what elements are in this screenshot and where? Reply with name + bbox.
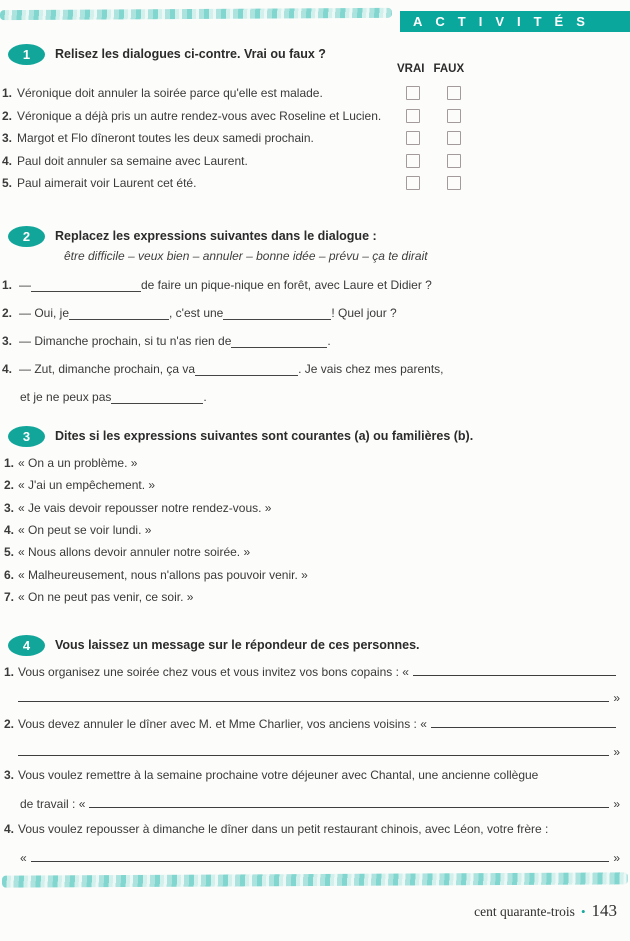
statement-text: Véronique doit annuler la soirée parce qu'elle est malade.: [17, 86, 323, 101]
dialogue-line: [2, 383, 628, 411]
message-answer-line: [20, 848, 620, 865]
faux-checkbox[interactable]: [447, 109, 461, 123]
item-text: « Malheureusement, nous n'allons pas pouvoir venir. »: [18, 567, 308, 582]
answer-blank[interactable]: [31, 279, 141, 292]
closing-quote: »: [613, 691, 620, 705]
item-number: 4.: [4, 523, 15, 538]
vrai-checkbox[interactable]: [406, 176, 420, 190]
item-number: 1.: [4, 456, 15, 471]
vrai-checkbox[interactable]: [406, 86, 420, 100]
answer-blank[interactable]: [18, 688, 609, 702]
line-number: 2.: [2, 306, 13, 320]
answer-blank[interactable]: [31, 848, 610, 862]
exercise2-number-badge: 2: [8, 226, 45, 247]
answer-blank[interactable]: [69, 307, 169, 320]
vrai-checkbox[interactable]: [406, 131, 420, 145]
statement-number: 1.: [2, 86, 13, 101]
line-text: —: [19, 278, 31, 292]
answer-blank[interactable]: [195, 363, 298, 376]
exercise2-header: [8, 226, 377, 247]
quote-item: [4, 497, 624, 519]
item-text: « On ne peut pas venir, ce soir. »: [18, 589, 194, 604]
statement-row: [2, 82, 628, 105]
exercise2-dialogue: [2, 271, 628, 411]
statement-row: [2, 172, 628, 195]
closing-quote: »: [613, 851, 620, 865]
faux-checkbox[interactable]: [447, 154, 461, 168]
message-answer-line: [14, 688, 620, 705]
vrai-checkbox[interactable]: [406, 154, 420, 168]
statement-number: 3.: [2, 131, 13, 146]
answer-blank[interactable]: [89, 794, 609, 808]
item-text: « Je vais devoir repousser notre rendez-vous. »: [18, 500, 272, 515]
item-text: « J'ai un empêchement. »: [18, 478, 156, 493]
faux-checkbox[interactable]: [447, 131, 461, 145]
item-text: Vous voulez remettre à la semaine prochaine votre déjeuner avec Chantal, une ancienne collègue: [18, 768, 539, 782]
line-text: . Je vais chez mes parents,: [298, 362, 444, 376]
faux-checkbox[interactable]: [447, 86, 461, 100]
answer-blank[interactable]: [223, 307, 331, 320]
statement-number: 4.: [2, 153, 13, 168]
item-text: Vous voulez repousser à dimanche le dîner dans un petit restaurant chinois, avec Léon, votre frère :: [18, 822, 549, 836]
line-number: 3.: [2, 334, 13, 348]
line-number: 1.: [2, 278, 13, 292]
item-text: Vous devez annuler le dîner avec M. et Mme Charlier, vos anciens voisins : «: [18, 717, 427, 731]
line-text: — Zut, dimanche prochain, ça va: [19, 362, 196, 376]
exercise3-items: [4, 452, 624, 608]
vrai-faux-column-headers: [397, 63, 464, 75]
exercise2-title: Replacez les expressions suivantes dans le dialogue :: [55, 229, 377, 243]
page-footer: [474, 901, 617, 921]
line-text: — Dimanche prochain, si tu n'as rien de: [19, 334, 232, 348]
exercise3-header: [8, 426, 473, 447]
statement-text: Margot et Flo dîneront toutes les deux samedi prochain.: [17, 131, 314, 146]
quote-item: [4, 452, 624, 474]
vrai-column-label: VRAI: [397, 63, 425, 75]
line-text: de faire un pique-nique en forêt, avec Laure et Didier ?: [141, 278, 432, 292]
line-number: 4.: [2, 362, 13, 376]
answer-blank[interactable]: [413, 662, 616, 676]
exercise3-number-badge: 3: [8, 426, 45, 447]
dialogue-line: [2, 299, 628, 327]
answer-blank[interactable]: [111, 391, 203, 404]
item-number: 6.: [4, 567, 15, 582]
message-prompt-line: [4, 768, 620, 782]
line-text: , c'est une: [169, 306, 224, 320]
quote-item: [4, 541, 624, 563]
item-text: Vous organisez une soirée chez vous et vous invitez vos bons copains : «: [18, 665, 409, 679]
item-text: « Nous allons devoir annuler notre soirée. »: [18, 545, 251, 560]
faux-column-label: FAUX: [433, 63, 465, 75]
item-number: 2.: [4, 717, 15, 731]
exercise3-title: Dites si les expressions suivantes sont courantes (a) ou familières (b).: [55, 429, 474, 443]
faux-checkbox[interactable]: [447, 176, 461, 190]
item-number: 1.: [4, 665, 15, 679]
teal-crayon-band-top: [0, 8, 392, 20]
message-answer-line: [20, 794, 620, 811]
dialogue-line: [2, 271, 628, 299]
item-number: 4.: [4, 822, 15, 836]
dialogue-line: [2, 327, 628, 355]
item-text: de travail : «: [20, 797, 86, 811]
footer-bullet-icon: •: [580, 904, 586, 919]
page-number: 143: [591, 901, 617, 920]
answer-blank[interactable]: [18, 742, 609, 756]
item-text: « On peut se voir lundi. »: [18, 523, 152, 538]
exercise1-header: [8, 44, 326, 65]
item-text: «: [20, 851, 27, 865]
closing-quote: »: [613, 745, 620, 759]
statement-row: [2, 150, 628, 173]
answer-blank[interactable]: [431, 714, 616, 728]
activites-banner: ACTIVITÉS: [400, 11, 630, 32]
line-text: et je ne peux pas: [20, 390, 112, 404]
statement-row: [2, 127, 628, 150]
line-text: — Oui, je: [19, 306, 70, 320]
statement-text: Véronique a déjà pris un autre rendez-vous avec Roseline et Lucien.: [17, 108, 382, 123]
item-number: 3.: [4, 768, 15, 782]
message-prompt-line: [4, 822, 620, 836]
statement-number: 5.: [2, 176, 13, 191]
exercise4-number-badge: 4: [8, 635, 45, 656]
vrai-checkbox[interactable]: [406, 109, 420, 123]
item-text: « On a un problème. »: [18, 456, 138, 471]
item-number: 7.: [4, 589, 15, 604]
message-prompt-line: [4, 714, 620, 731]
statement-row: [2, 105, 628, 128]
answer-blank[interactable]: [231, 335, 327, 348]
line-text: ! Quel jour ?: [331, 306, 397, 320]
exercise4-title: Vous laissez un message sur le répondeur de ces personnes.: [55, 638, 420, 652]
quote-item: [4, 474, 624, 496]
exercise4-header: [8, 635, 420, 656]
message-prompt-line: [4, 662, 620, 679]
item-number: 5.: [4, 545, 15, 560]
item-number: 2.: [4, 478, 15, 493]
statement-text: Paul aimerait voir Laurent cet été.: [17, 176, 197, 191]
page-number-words: cent quarante-trois: [474, 904, 575, 919]
exercise1-title: Relisez les dialogues ci-contre. Vrai ou faux ?: [55, 47, 326, 61]
teal-crayon-band-bottom: [2, 872, 628, 887]
closing-quote: »: [613, 797, 620, 811]
line-text: .: [327, 334, 331, 348]
quote-item: [4, 519, 624, 541]
dialogue-line: [2, 355, 628, 383]
quote-item: [4, 586, 624, 608]
quote-item: [4, 563, 624, 585]
item-number: 3.: [4, 500, 15, 515]
statement-text: Paul doit annuler sa semaine avec Laurent.: [17, 153, 248, 168]
word-bank: être difficile – veux bien – annuler – bonne idée – prévu – ça te dirait: [64, 249, 428, 263]
exercise1-statements: [2, 82, 628, 195]
statement-number: 2.: [2, 108, 13, 123]
message-answer-line: [14, 742, 620, 759]
exercise1-number-badge: 1: [8, 44, 45, 65]
line-text: .: [203, 390, 207, 404]
